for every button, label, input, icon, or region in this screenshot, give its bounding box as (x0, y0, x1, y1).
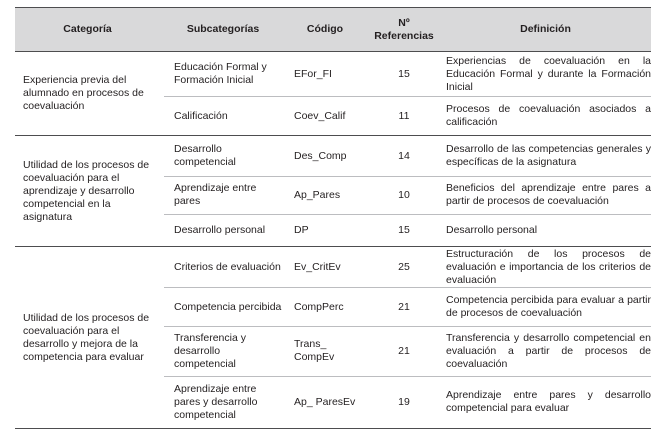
definition-cell (440, 52, 651, 96)
references-cell: 25 (398, 260, 410, 273)
definition-cell (440, 97, 651, 135)
table-row (164, 288, 651, 326)
table-row (164, 247, 651, 288)
definition-text: Desarrollo personal (446, 223, 538, 236)
header-referencias (368, 8, 440, 51)
definition-cell (440, 177, 651, 213)
definition-cell (440, 288, 651, 325)
subcategory-cell: Competencia percibida (174, 300, 282, 313)
references-cell: 15 (398, 67, 410, 80)
definition-cell (440, 327, 651, 376)
header-categoria: Categoría (63, 23, 112, 35)
table-header (15, 7, 651, 52)
references-cell: 10 (398, 188, 410, 201)
subcategory-cell: Desarrollo competencial (174, 143, 236, 169)
subcategory-cell: Transferencia y desarrollo competencial (174, 331, 246, 370)
references-cell: 14 (398, 149, 410, 162)
table-row (164, 177, 651, 214)
subcategory-cell: Calificación (174, 109, 228, 122)
references-cell: 15 (398, 223, 410, 236)
references-cell: 19 (398, 395, 410, 408)
subcategory-cell: Educación Formal y Formación Inicial (174, 61, 267, 87)
subcategory-cell: Criterios de evaluación (174, 260, 281, 273)
table-row (164, 97, 651, 135)
table-row (164, 215, 651, 246)
code-cell: Ap_Pares (294, 188, 341, 201)
category-cell: Utilidad de los procesos de coevaluación para el aprendizaje y desarrollo competencial en la asignatura (23, 158, 150, 223)
references-cell: 21 (398, 300, 410, 313)
definition-text: Transferencia y desarrollo competencial en evaluación a partir de procesos de coevaluación (446, 331, 651, 370)
category-cell: Experiencia previa del alumnado en procesos de coevaluación (23, 74, 144, 112)
header-subcategorias: Subcategorías (186, 23, 260, 35)
category-group-experiencia (15, 52, 651, 136)
definition-text: Procesos de coevaluación asociados a calificación (446, 103, 651, 129)
code-cell: Ev_CritEv (294, 260, 341, 273)
categories-table (15, 7, 651, 429)
category-group-utilidad-evaluar (15, 247, 651, 429)
header-referencias-label: Referencias (374, 29, 434, 42)
definition-text: Beneficios del aprendizaje entre pares a partir de procesos de coevaluación (446, 182, 651, 208)
header-codigo: Código (306, 23, 344, 35)
references-cell: 11 (398, 109, 410, 122)
code-cell: Coev_Calif (294, 109, 346, 122)
table-row (164, 377, 651, 428)
category-cell: Utilidad de los procesos de coevaluación para el desarrollo y mejora de la competencia para evaluar (23, 311, 150, 363)
header-referencias-number: Nº (398, 16, 410, 29)
subcategory-cell: Aprendizaje entre pares y desarrollo competencial (174, 382, 258, 421)
code-cell: DP (294, 223, 309, 236)
code-cell: Des_Comp (294, 149, 347, 162)
references-cell: 21 (398, 344, 410, 357)
code-cell: Ap_ ParesEv (294, 395, 356, 408)
definition-cell (440, 136, 651, 176)
definition-text: Experiencias de coevaluación en la Educación Formal y durante la Formación Inicial (446, 54, 651, 93)
code-cell: CompPerc (294, 300, 344, 313)
code-cell: EFor_FI (294, 67, 332, 80)
header-definicion: Definición (520, 23, 571, 35)
definition-cell (440, 247, 651, 287)
definition-text: Estructuración de los procesos de evaluación e importancia de los criterios de evaluación (446, 247, 651, 286)
table-row (164, 136, 651, 177)
table-row (164, 52, 651, 97)
definition-text: Aprendizaje entre pares y desarrollo competencial para evaluar (446, 389, 651, 415)
subcategory-cell: Aprendizaje entre pares (174, 182, 257, 208)
definition-text: Desarrollo de las competencias generales y específicas de la asignatura (446, 143, 651, 169)
category-group-utilidad-aprendizaje (15, 136, 651, 247)
definition-text: Competencia percibida para evaluar a partir de procesos de coevaluación (446, 294, 651, 320)
code-cell: Trans_ CompEv (294, 338, 335, 364)
table-row (164, 327, 651, 377)
definition-cell (440, 377, 651, 428)
subcategory-cell: Desarrollo personal (174, 223, 266, 236)
definition-cell (440, 215, 651, 246)
